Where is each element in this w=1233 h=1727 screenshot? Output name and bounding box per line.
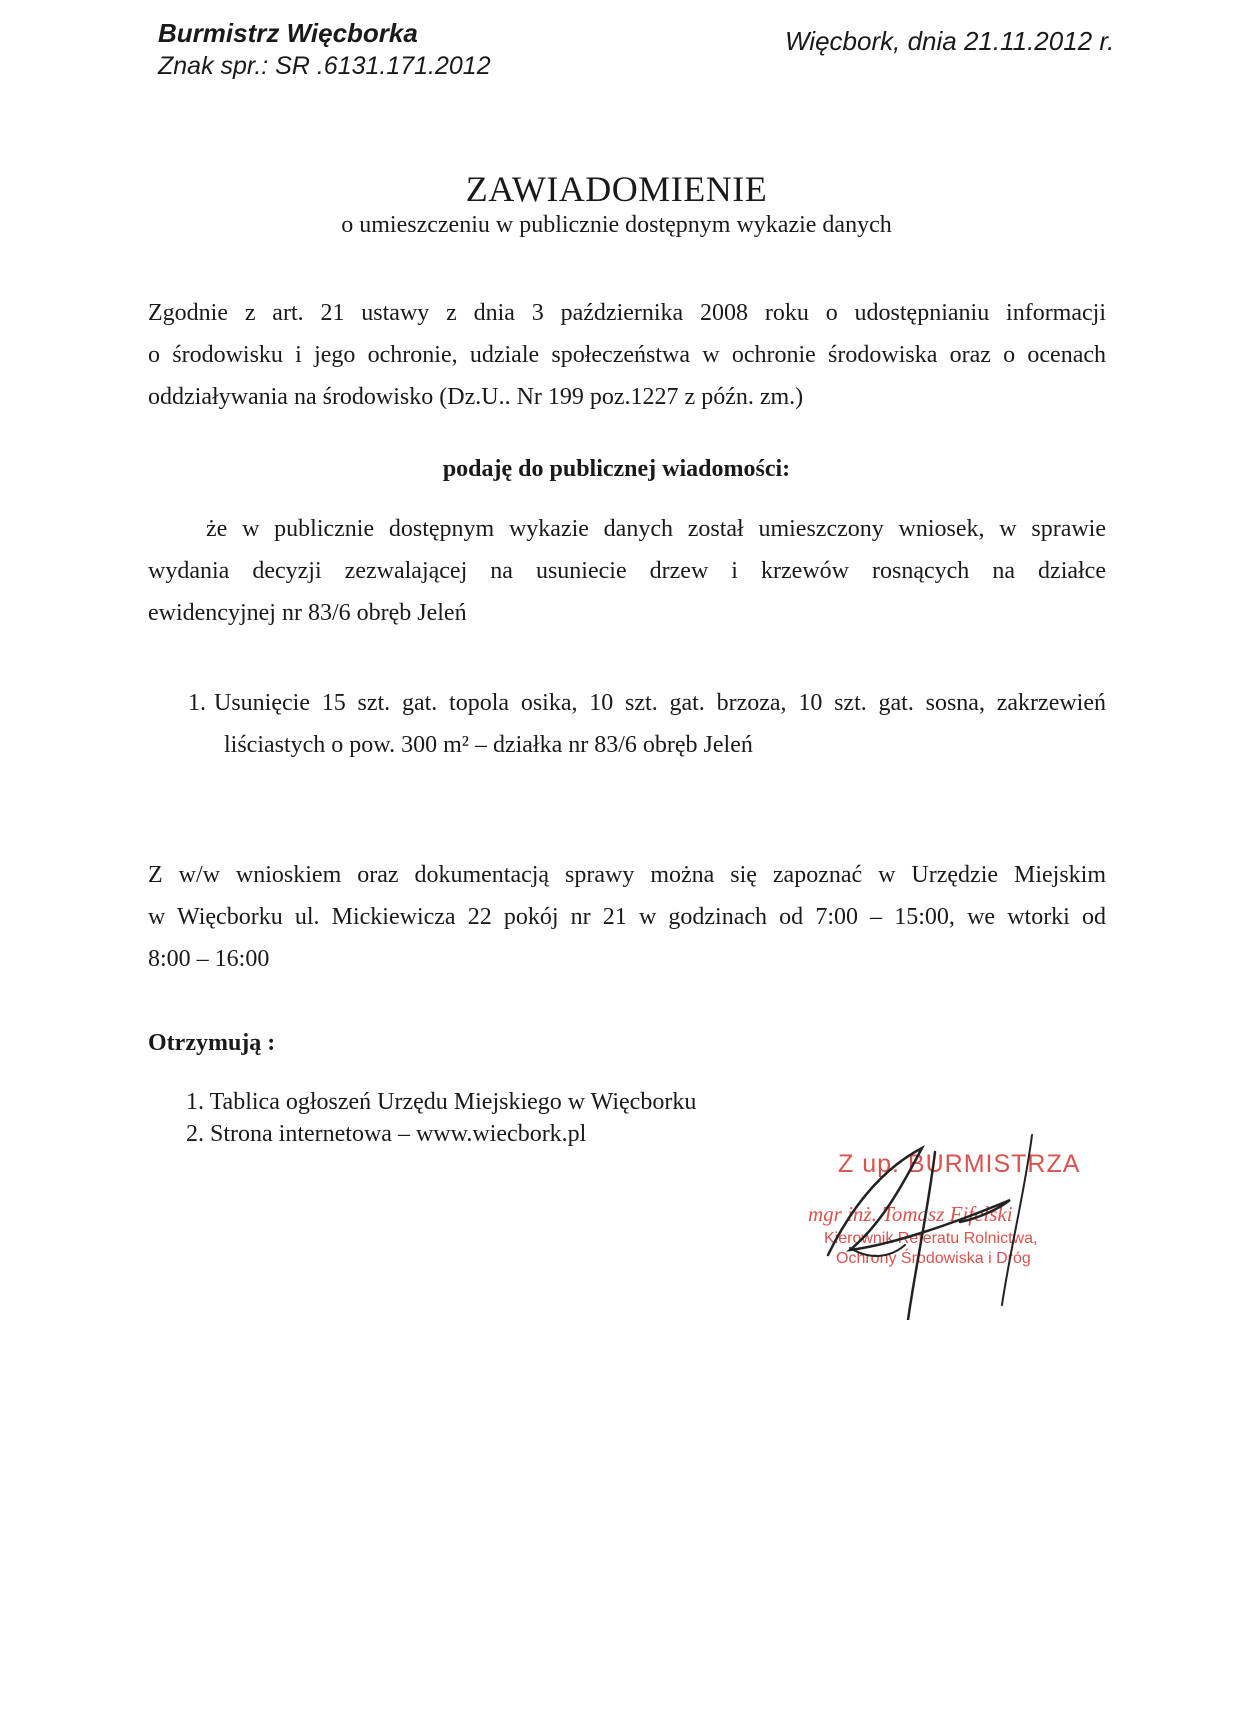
legal-basis-paragraph (148, 292, 1106, 418)
paragraph-line: że w publicznie dostępnym wykazie danych został umieszczony wniosek, w sprawie (206, 516, 1106, 542)
recipients-heading: Otrzymują : (148, 1030, 276, 1056)
paragraph-line: w Więcborku ul. Mickiewicza 22 pokój nr 21 w godzinach od 7:00 – 15:00, we wtorki od (148, 904, 1106, 930)
paragraph-line: oddziaływania na środowisko (Dz.U.. Nr 199 poz.1227 z późn. zm.) (148, 384, 804, 410)
document-subtitle: o umieszczeniu w publicznie dostępnym wykazie danych (341, 212, 892, 238)
handwritten-signature (810, 1130, 1070, 1320)
notice-body-paragraph (148, 508, 1106, 634)
paragraph-line: Zgodnie z art. 21 ustawy z dnia 3 października 2008 roku o udostępnianiu informacji (148, 300, 1106, 326)
place-and-date: Więcbork, dnia 21.11.2012 r. (785, 26, 1115, 56)
paragraph-line: 8:00 – 16:00 (148, 946, 270, 972)
stamp-signatory-name: mgr inż. Tomasz Fifelski (808, 1202, 1013, 1226)
document-title: ZAWIADOMIENIE (465, 169, 768, 209)
paragraph-line: o środowisku i jego ochronie, udziale społeczeństwa w ochronie środowiska oraz o ocenach (148, 342, 1106, 368)
stamp-position-continued: Ochrony Środowiska i Dróg (836, 1250, 1031, 1267)
paragraph-line: Z w/w wnioskiem oraz dokumentacją sprawy można się zapoznać w Urzędzie Miejskim (148, 862, 1106, 888)
announcement-heading: podaję do publicznej wiadomości: (442, 456, 791, 482)
paragraph-line: wydania decyzji zezwalającej na usuniecie drzew i krzewów rosnących na działce (148, 558, 1106, 584)
item-number: 1. (188, 690, 206, 716)
paragraph-line: ewidencyjnej nr 83/6 obręb Jeleń (148, 600, 467, 626)
item-text: Usunięcie 15 szt. gat. topola osika, 10 szt. gat. brzoza, 10 szt. gat. sosna, zakrzewień (214, 690, 1106, 716)
list-item: 2. Strona internetowa – www.wiecbork.pl (186, 1121, 587, 1147)
stamp-authority: Z up. BURMISTRZA (838, 1150, 1081, 1178)
stamp-position: Kierownik Referatu Rolnictwa, (824, 1230, 1038, 1247)
issuer-name: Burmistrz Więcborka (158, 18, 418, 48)
list-item: 1. Tablica ogłoszeń Urzędu Miejskiego w Więcborku (186, 1089, 697, 1115)
item-text-continued: liściastych o pow. 300 m² – działka nr 83/6 obręb Jeleń (224, 732, 753, 758)
inspection-info-paragraph (148, 854, 1106, 980)
case-reference: Znak spr.: SR .6131.171.2012 (158, 52, 491, 80)
recipients-list (186, 1086, 696, 1150)
list-item (188, 682, 1106, 766)
